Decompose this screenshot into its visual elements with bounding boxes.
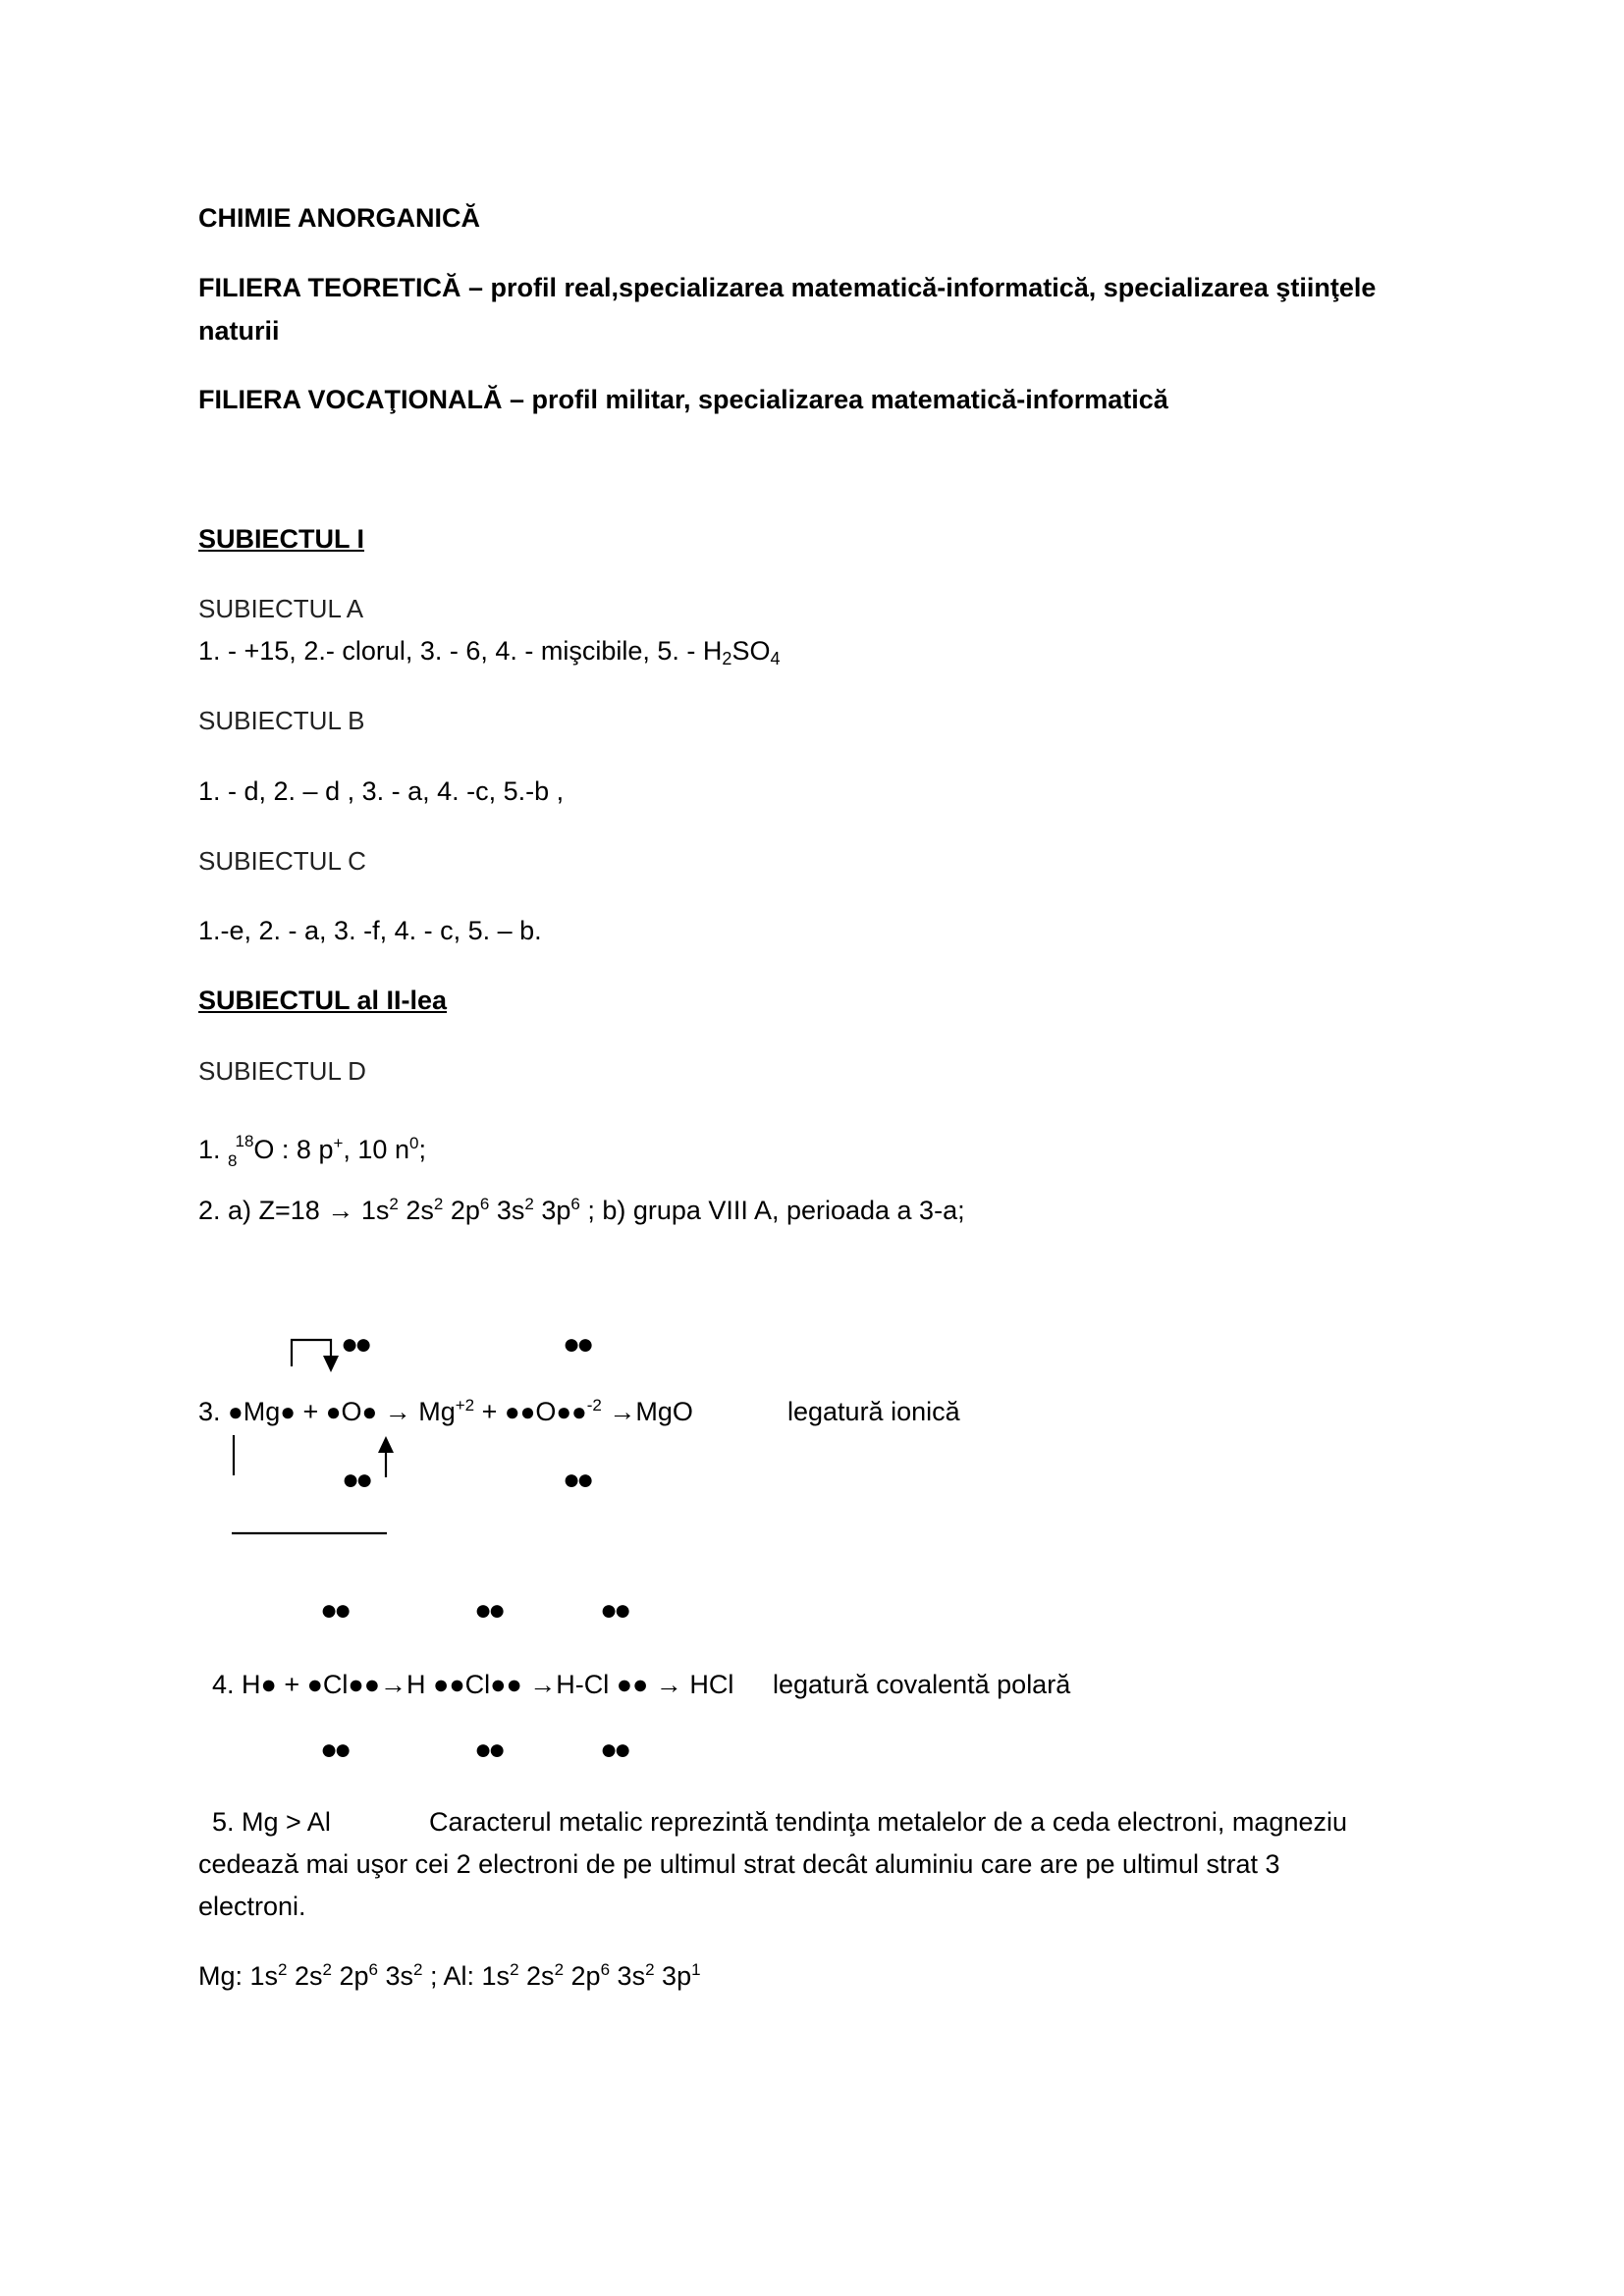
item-4-reaction: 4. H● + ●Cl●●→H ●●Cl●● →H-Cl ●● → HCl	[212, 1670, 734, 1699]
config-text: 2p	[443, 1196, 480, 1225]
electron-pair-oxide-bottom: ●●	[563, 1464, 591, 1496]
magnesium-symbol: Mg	[243, 1397, 281, 1426]
superscript: 2	[433, 1195, 444, 1213]
isotope-text: , 10 n	[343, 1135, 409, 1164]
superscript: +	[333, 1134, 344, 1152]
item-5-comparison: 5. Mg > Al	[212, 1807, 331, 1837]
superscript: 6	[600, 1960, 611, 1979]
ion-charge: -2	[586, 1396, 602, 1415]
superscript: 6	[368, 1960, 379, 1979]
electron-pair-hcl-bottom: ●●	[474, 1734, 503, 1766]
subiectul-a-answers	[198, 634, 780, 667]
subiectul-2-title: SUBIECTUL al II-lea	[198, 986, 448, 1015]
reaction-arrow: →MgO	[601, 1397, 693, 1426]
config-text: 3s	[378, 1961, 414, 1991]
config-text: 3s	[489, 1196, 525, 1225]
superscript: 2	[645, 1960, 655, 1979]
item-number: 3.	[198, 1397, 229, 1426]
subscript: 2	[722, 649, 732, 668]
filiera-teoretica-continuation: naturii	[198, 316, 280, 346]
item-5-explanation-line-1: Caracterul metalic reprezintă tendinţa metalelor de a ceda electroni, magneziu	[429, 1807, 1347, 1837]
item-1-isotope	[198, 1125, 426, 1178]
config-text: 2s	[398, 1196, 434, 1225]
electron-dot: ●	[361, 1397, 378, 1426]
item-5-explanation-line-2: cedează mai uşor cei 2 electroni de pe ultimul strat decât aluminiu care are pe ultimul strat 3	[198, 1849, 1280, 1879]
subiectul-1-title: SUBIECTUL I	[198, 524, 365, 554]
subiectul-a-label: SUBIECTUL A	[198, 594, 364, 623]
config-text: Mg: 1s	[198, 1961, 279, 1991]
config-text: 3p	[654, 1961, 692, 1991]
superscript: 2	[278, 1960, 288, 1979]
item-3-reaction	[198, 1395, 693, 1428]
reaction-arrow: → Mg	[377, 1397, 456, 1426]
oxygen-symbol: O	[535, 1397, 557, 1426]
superscript: 2	[510, 1960, 519, 1979]
electron-pair-o-bottom: ●●	[342, 1464, 370, 1496]
item-5-explanation-line-3: electroni.	[198, 1892, 306, 1921]
config-text: 3p	[533, 1196, 571, 1225]
electron-pair-hcl-line-bottom: ●●	[600, 1734, 628, 1766]
document-title: CHIMIE ANORGANICĂ	[198, 203, 480, 233]
superscript: 2	[554, 1960, 565, 1979]
superscript: 6	[479, 1195, 490, 1213]
superscript: 2	[413, 1960, 423, 1979]
item-2-configuration	[198, 1194, 965, 1227]
electron-pair: ●●	[504, 1397, 536, 1426]
plus-sign: +	[295, 1397, 326, 1426]
atomic-number: 8	[228, 1151, 238, 1170]
superscript: 1	[691, 1960, 701, 1979]
oxygen-symbol: O	[341, 1397, 362, 1426]
ion-charge: +2	[455, 1396, 475, 1415]
config-text: 2p	[564, 1961, 601, 1991]
formula-part: SO	[731, 636, 771, 666]
mg-al-configurations	[198, 1959, 701, 1993]
item-3-bond-type: legatură ionică	[787, 1397, 960, 1426]
item-number: 1.	[198, 1135, 229, 1164]
isotope-text: O : 8 p	[253, 1135, 334, 1164]
superscript: 0	[408, 1134, 419, 1152]
electron-pair: ●●	[556, 1397, 587, 1426]
electron-pair-hcl-top: ●●	[474, 1594, 503, 1627]
superscript: 2	[322, 1960, 332, 1979]
config-text: 3s	[610, 1961, 646, 1991]
config-text: ; Al: 1s	[422, 1961, 511, 1991]
subiectul-b-answers: 1. - d, 2. – d , 3. - a, 4. -c, 5.-b ,	[198, 776, 565, 806]
subiectul-b-label: SUBIECTUL B	[198, 706, 365, 735]
electron-pair-cl-top: ●●	[320, 1594, 349, 1627]
mass-number: 18	[235, 1132, 254, 1150]
electron-pair-hcl-line-top: ●●	[600, 1594, 628, 1627]
electron-dot: ●	[228, 1397, 244, 1426]
electron-pair-o-top: ●●	[341, 1328, 369, 1361]
config-text: 2p	[332, 1961, 369, 1991]
subiectul-d-label: SUBIECTUL D	[198, 1056, 366, 1086]
electron-pair-oxide-top: ●●	[563, 1328, 591, 1361]
filiera-vocationala-line: FILIERA VOCAŢIONALĂ – profil militar, specializarea matematică-informatică	[198, 385, 1168, 414]
subscript: 4	[770, 649, 781, 668]
electron-dot: ●	[280, 1397, 296, 1426]
subiectul-a-answers-text: 1. - +15, 2.- clorul, 3. - 6, 4. - mişcibile, 5. - H	[198, 636, 723, 666]
superscript: 2	[524, 1195, 534, 1213]
item-4-bond-type: legatură covalentă polară	[773, 1670, 1071, 1699]
subiectul-c-answers: 1.-e, 2. - a, 3. -f, 4. - c, 5. – b.	[198, 916, 542, 945]
isotope-text: ;	[418, 1135, 426, 1164]
plus-sign: +	[474, 1397, 505, 1426]
electron-dot: ●	[325, 1397, 342, 1426]
config-text: 2. a) Z=18 → 1s	[198, 1196, 390, 1225]
config-text: ; b) grupa VIII A, perioada a 3-a;	[579, 1196, 965, 1225]
electron-pair-cl-bottom: ●●	[320, 1734, 349, 1766]
superscript: 6	[570, 1195, 580, 1213]
subiectul-c-label: SUBIECTUL C	[198, 846, 366, 876]
config-text: 2s	[518, 1961, 555, 1991]
superscript: 2	[389, 1195, 399, 1213]
config-text: 2s	[287, 1961, 323, 1991]
filiera-teoretica-line: FILIERA TEORETICĂ – profil real,specializarea matematică-informatică, specializarea ştiinţele	[198, 273, 1377, 302]
